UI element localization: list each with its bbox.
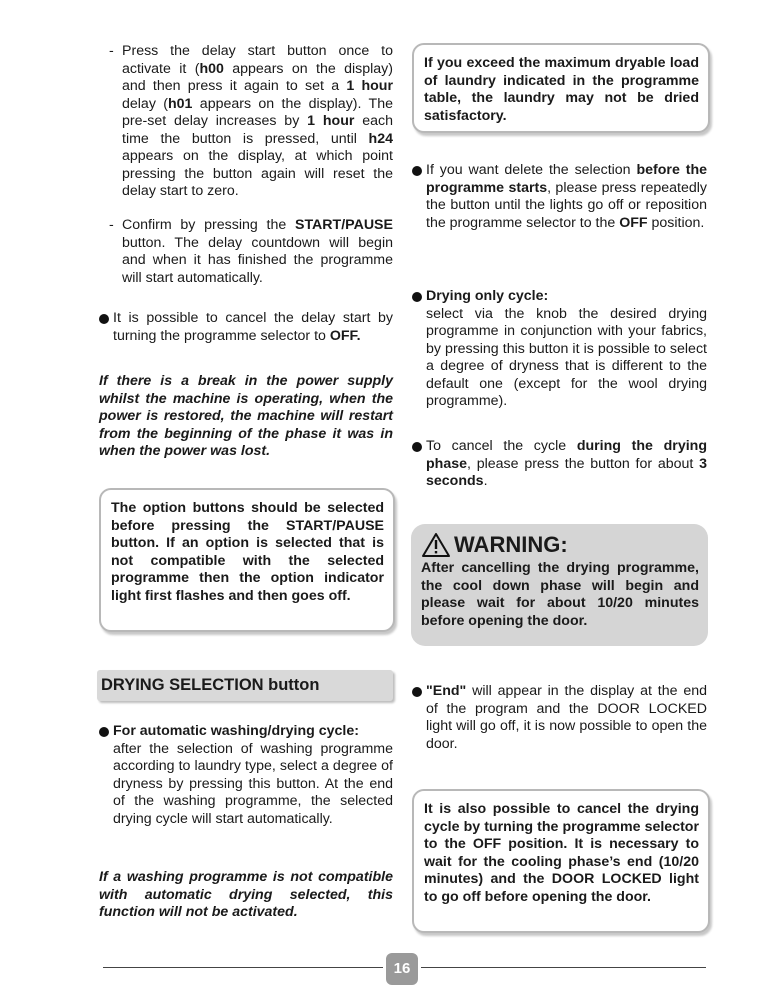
warning-text: After cancelling the drying programme, the cool down phase will begin and please wait for about 10/20 minutes before opening the door. <box>421 560 699 629</box>
footer-rule-left <box>103 967 383 968</box>
cancel-cycle-bullet: To cancel the cycle during the drying phase, please press the button for about 3 seconds. <box>412 438 707 491</box>
delay-step-confirm: - Confirm by pressing the START/PAUSE button. The delay countdown will begin and when it has finished the programme will start automatically. <box>109 217 393 286</box>
drying-only-bullet: Drying only cycle: select via the knob the desired drying programme in conjunction with your fabrics, by pressing this button it is possible to select a degree of dryness that is different to the default one (except for the wool drying programme). <box>412 288 707 411</box>
max-load-note-box: If you exceed the maximum dryable load of laundry indicated in the programme table, the laundry may not be dried satisfactory. <box>412 43 710 133</box>
warning-title: WARNING: <box>454 532 568 557</box>
warning-triangle-icon <box>421 532 451 558</box>
bullet-dot-icon <box>412 292 422 302</box>
bullet-dot-icon <box>99 314 109 324</box>
bullet-dot-icon <box>412 166 422 176</box>
cancel-drying-note-box: It is also possible to cancel the drying cycle by turning the programme selector to the OFF position. It is necessary to wait for the cooling phase’s end (10/20 minutes) and the DOOR LOCKED light to go off before opening the door. <box>412 789 710 933</box>
bullet-dot-icon <box>412 442 422 452</box>
option-buttons-note-box: The option buttons should be selected before pressing the START/PAUSE button. If an option is selected that is not compatible with the selected programme then the option indicator light first flashes and then goes off. <box>99 488 395 632</box>
cancel-delay-bullet: It is possible to cancel the delay start by turning the programme selector to OFF. <box>99 310 393 345</box>
auto-cycle-bullet: For automatic washing/drying cycle: after the selection of washing programme according to laundry type, select a degree of dryness by pressing this button. At the end of the washing programme, the selected drying cycle will start automatically. <box>99 723 393 828</box>
footer-rule-right <box>421 967 706 968</box>
power-break-note: If there is a break in the power supply whilst the machine is operating, when the power is restored, the machine will restart from the beginning of the phase it was in when the power was lost. <box>99 373 393 459</box>
bullet-dot-icon <box>99 727 109 737</box>
delay-step-press: - Press the delay start button once to activate it (h00 appears on the display) and then press it again to set a 1 hour delay (h01 appears on the display). The pre-set delay increases by 1 hour each time the button is pressed, until h24 appears on the display, at which point pressing the button again will reset the delay start to zero. <box>109 43 393 199</box>
end-display-bullet: "End" will appear in the display at the end of the program and the DOOR LOCKED light will go off, it is now possible to open the door. <box>412 683 707 753</box>
page-number: 16 <box>386 953 418 985</box>
delete-selection-bullet: If you want delete the selection before the programme starts, please press repeatedly the button until the lights go off or reposition the programme selector to the OFF position. <box>412 162 707 232</box>
bullet-dot-icon <box>412 687 422 697</box>
warning-box <box>411 524 708 646</box>
incompatible-programme-note: If a washing programme is not compatible with automatic drying selected, this function will not be activated. <box>99 869 393 920</box>
drying-selection-heading: DRYING SELECTION button <box>97 670 393 701</box>
